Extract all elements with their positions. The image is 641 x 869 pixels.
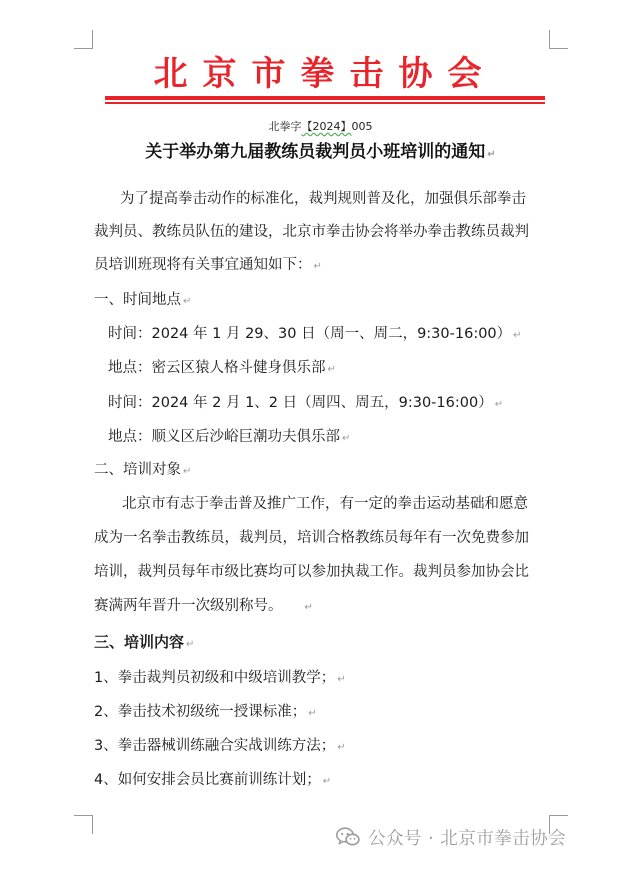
schedule-place-2: 地点：顺义区后沙峪巨潮功夫俱乐部 ↵	[108, 429, 351, 445]
doc-number-suffix: 005	[351, 120, 373, 133]
notice-title-text: 关于举办第九届教练员裁判员小班培训的通知	[145, 142, 486, 162]
paragraph-mark: ↵	[313, 261, 322, 272]
content-item: 4、如何安排会员比赛前训练计划； ↵	[94, 772, 332, 788]
trainees-line: 成为一名拳击教练员，裁判员，培训合格教练员每年有一次免费参加	[94, 530, 529, 546]
watermark-text: 公众号 · 北京市拳击协会	[368, 828, 567, 849]
paragraph-mark: ↵	[183, 296, 192, 307]
paragraph-mark: ↵	[304, 602, 313, 613]
paragraph-mark: ↵	[183, 466, 192, 477]
wechat-icon	[336, 827, 360, 847]
section-heading-content: 三、培训内容 ↵	[94, 633, 195, 651]
trainees-line: 培训，裁判员每年市级比赛均可以参加执裁工作。裁判员参加协会比	[94, 564, 529, 580]
paragraph-mark: ↵	[513, 330, 522, 341]
section-heading-time-place: 一、时间地点 ↵	[94, 292, 192, 308]
corner-mark-top-right	[549, 30, 568, 49]
paragraph-mark: ↵	[337, 742, 346, 753]
trainees-line: 北京市有志于拳击普及推广工作，有一定的拳击运动基础和愿意	[122, 496, 528, 512]
corner-mark-top-left	[74, 30, 93, 49]
schedule-place-1: 地点：密云区猿人格斗健身俱乐部 ↵	[108, 360, 336, 376]
paragraph-mark: ↵	[308, 708, 317, 719]
doc-number-year: 【2024】	[301, 120, 352, 133]
intro-line: 裁判员、教练员队伍的建设，北京市拳击协会将举办拳击教练员裁判	[94, 224, 529, 240]
section-heading-trainees: 二、培训对象 ↵	[94, 462, 192, 478]
paragraph-mark: ↵	[487, 149, 496, 160]
document-number	[0, 118, 641, 134]
org-letterhead-title: 北京市拳击协会	[153, 54, 497, 94]
paragraph-mark: ↵	[342, 433, 351, 444]
paragraph-mark: ↵	[186, 639, 195, 650]
schedule-time-1: 时间：2024 年 1 月 29、30 日（周一、周二，9:30-16:00） ↵	[108, 326, 522, 342]
content-item: 1、拳击裁判员初级和中级培训教学； ↵	[94, 670, 346, 686]
intro-line: 员培训班现将有关事宜通知如下： ↵	[94, 257, 322, 273]
trainees-line: 赛满两年晋升一次级别称号。 ↵	[94, 598, 313, 614]
paragraph-mark: ↵	[337, 674, 346, 685]
corner-mark-bottom-left	[74, 815, 93, 834]
paragraph-mark: ↵	[327, 364, 336, 375]
schedule-time-2: 时间：2024 年 2 月 1、2 日（周四、周五，9:30-16:00） ↵	[108, 395, 504, 411]
doc-number-prefix: 北拳字	[268, 120, 302, 133]
wechat-watermark	[336, 822, 566, 852]
intro-line: 为了提高拳击动作的标准化，裁判规则普及化，加强俱乐部拳击	[120, 191, 526, 207]
paragraph-mark: ↵	[322, 776, 332, 787]
content-item: 2、拳击技术初级统一授课标准； ↵	[94, 704, 317, 720]
letterhead-rule-thin	[105, 102, 545, 104]
letterhead-rule-thick	[105, 96, 545, 100]
paragraph-mark: ↵	[494, 399, 504, 410]
content-item: 3、拳击器械训练融合实战训练方法； ↵	[94, 738, 346, 754]
notice-title	[60, 139, 581, 168]
